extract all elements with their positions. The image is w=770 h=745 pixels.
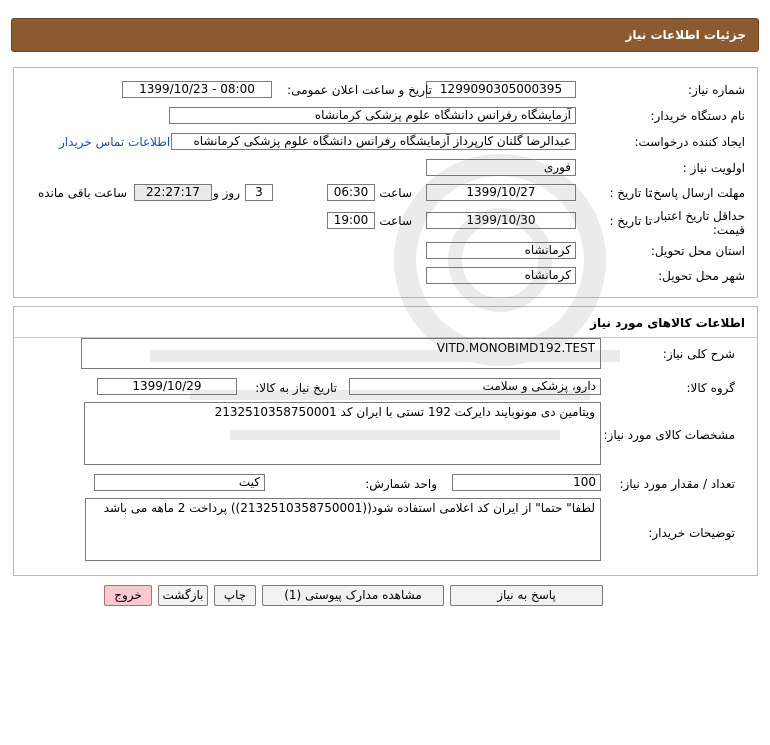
validity-time-field: 19:00 xyxy=(327,212,375,229)
summary-field: VITD.MONOBIMD192.TEST xyxy=(81,338,601,369)
announce-field: 1399/10/23 - 08:00 xyxy=(122,81,272,98)
days-label: روز و xyxy=(213,186,240,200)
validity-time-label: ساعت xyxy=(379,214,412,228)
back-button[interactable]: بازگشت xyxy=(158,585,208,606)
need-number-field: 1299090305000395 xyxy=(426,81,576,98)
summary-label: شرح کلی نیاز: xyxy=(662,347,735,361)
qty-field: 100 xyxy=(452,474,601,491)
notes-label: توضیحات خریدار: xyxy=(648,526,735,540)
need-date-field: 1399/10/29 xyxy=(97,378,237,395)
group-field: دارو، پزشکی و سلامت xyxy=(349,378,601,395)
deadline-time-label: ساعت xyxy=(379,186,412,200)
group-label: گروه کالا: xyxy=(686,381,735,395)
goods-panel xyxy=(13,306,758,576)
priority-label: اولویت نیاز : xyxy=(682,161,745,175)
deadline-to-date-label: تا تاریخ : xyxy=(609,186,652,200)
page-title: جزئیات اطلاعات نیاز xyxy=(625,28,746,42)
notes-field: لطفا" حتما" از ایران کد اعلامی استفاده شود((2132510358750001)) پرداخت 2 ماهه می باشد xyxy=(85,498,601,561)
deadline-time-field: 06:30 xyxy=(327,184,375,201)
print-button[interactable]: چاپ xyxy=(214,585,256,606)
buyer-contact-link[interactable]: اطلاعات تماس خریدار xyxy=(59,135,171,149)
spec-field: ویتامین دی مونوبایند دایرکت 192 تستی با ایران کد 2132510358750001 xyxy=(84,402,601,465)
city-label: شهر محل تحویل: xyxy=(658,269,745,283)
remaining-label: ساعت باقی مانده xyxy=(37,186,127,200)
unit-field: کیت xyxy=(94,474,265,491)
province-field: کرمانشاه xyxy=(426,242,576,259)
city-field: کرمانشاه xyxy=(426,267,576,284)
validity-label-text: حداقل تاریخ اعتبار قیمت: xyxy=(654,209,745,237)
days-remaining-field: 3 xyxy=(245,184,273,201)
header-bar xyxy=(11,18,759,52)
remaining-time-field: 22:27:17 xyxy=(134,184,212,201)
announce-label: تاریخ و ساعت اعلان عمومی: xyxy=(287,83,432,97)
exit-button[interactable]: خروج xyxy=(104,585,152,606)
unit-label: واحد شمارش: xyxy=(365,477,437,491)
deadline-label: مهلت ارسال پاسخ: xyxy=(649,186,745,200)
goods-section-title: اطلاعات کالاهای مورد نیاز xyxy=(590,316,745,330)
province-label: استان محل تحویل: xyxy=(650,244,745,258)
validity-date-field: 1399/10/30 xyxy=(426,212,576,229)
validity-to-date-label: تا تاریخ : xyxy=(609,214,652,228)
creator-label: ایجاد کننده درخواست: xyxy=(634,135,745,149)
reply-button[interactable]: پاسخ به نیاز xyxy=(450,585,603,606)
priority-field: فوری xyxy=(426,159,576,176)
creator-field: عبدالرضا گلنان کارپرداز آزمایشگاه رفرانس دانشگاه علوم پزشکی کرمانشاه xyxy=(171,133,576,150)
buyer-field: آزمایشگاه رفرانس دانشگاه علوم پزشکی کرمانشاه xyxy=(169,107,576,124)
need-date-label: تاریخ نیاز به کالا: xyxy=(255,381,337,395)
attachments-button[interactable]: مشاهده مدارک پیوستی (1) xyxy=(262,585,444,606)
deadline-date-field: 1399/10/27 xyxy=(426,184,576,201)
qty-label: تعداد / مقدار مورد نیاز: xyxy=(619,477,735,491)
spec-label: مشخصات کالای مورد نیاز: xyxy=(603,428,735,442)
buyer-label: نام دستگاه خریدار: xyxy=(650,109,745,123)
need-number-label: شماره نیاز: xyxy=(688,83,745,97)
need-info-panel xyxy=(13,67,758,298)
